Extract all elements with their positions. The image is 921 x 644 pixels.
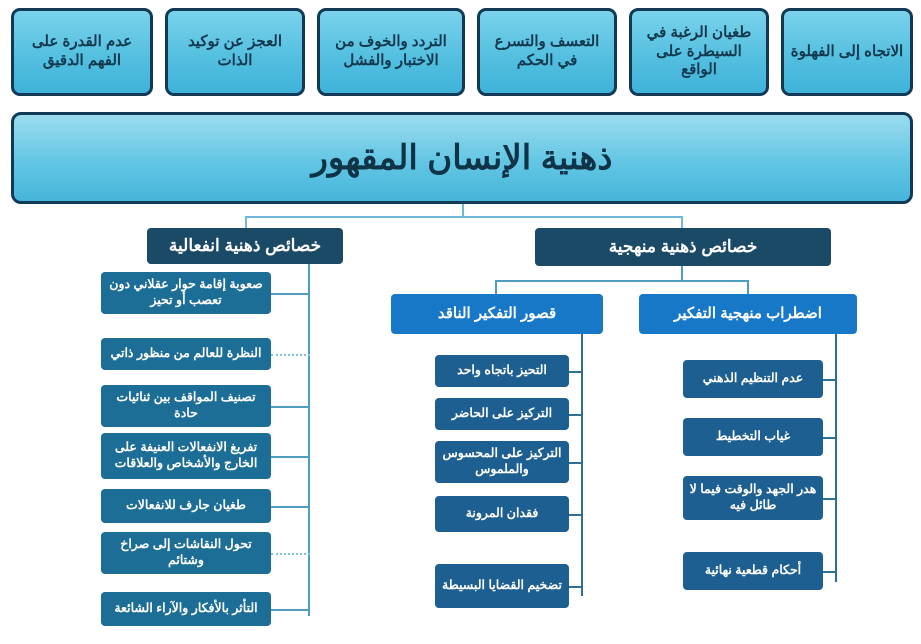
connector-title-bus — [245, 216, 683, 218]
emotional-item-6[interactable]: تحول النقاشات إلى صراخ وشتائم — [101, 532, 271, 574]
connector-emotional-spine — [308, 264, 310, 616]
connector-to-subgroup-method — [747, 280, 749, 294]
emotional-item-7[interactable]: التأثر بالأفكار والآراء الشائعة — [101, 592, 271, 626]
connector-emotional-4 — [271, 456, 310, 458]
critical-item-1[interactable]: التحيز باتجاه واحد — [435, 355, 569, 387]
emotional-item-4[interactable]: تفريغ الانفعالات العنيفة على الخارج والأشخاص والعلاقات — [101, 433, 271, 479]
method-item-1[interactable]: عدم التنظيم الذهني — [683, 360, 823, 398]
connector-critical-4 — [569, 514, 583, 516]
method-item-3[interactable]: هدر الجهد والوقت فيما لا طائل فيه — [683, 476, 823, 520]
branch-header-methodical[interactable]: خصائص ذهنية منهجية — [535, 228, 831, 266]
connector-critical-2 — [569, 414, 583, 416]
connector-critical-3 — [569, 462, 583, 464]
subgroup-header-critical-thinking[interactable]: قصور التفكير الناقد — [391, 294, 603, 334]
diagram-title[interactable]: ذهنية الإنسان المقهور — [11, 112, 913, 204]
critical-item-5[interactable]: تضخيم القضايا البسيطة — [435, 564, 569, 608]
connector-emotional-5 — [271, 506, 310, 508]
connector-critical-spine — [581, 334, 583, 596]
connector-critical-5 — [569, 586, 583, 588]
connector-emotional-3 — [271, 406, 310, 408]
top-node-2[interactable]: طغيان الرغبة في السيطرة على الواقع — [629, 8, 769, 96]
emotional-item-3[interactable]: تصنيف المواقف بين ثنائيات حادة — [101, 385, 271, 427]
method-item-4[interactable]: أحكام قطعية نهائية — [683, 552, 823, 590]
branch-header-emotional[interactable]: خصائص ذهنية انفعالية — [147, 228, 343, 264]
connector-method-3 — [823, 498, 837, 500]
top-node-4[interactable]: التردد والخوف من الاختبار والفشل — [317, 8, 465, 96]
top-node-5[interactable]: العجز عن توكيد الذات — [165, 8, 305, 96]
critical-item-3[interactable]: التركيز على المحسوس والملموس — [435, 441, 569, 483]
critical-item-4[interactable]: فقدان المرونة — [435, 496, 569, 532]
connector-method-1 — [823, 379, 837, 381]
connector-methodical-stem — [681, 266, 683, 280]
top-node-3[interactable]: التعسف والتسرع في الحكم — [477, 8, 617, 96]
connector-critical-1 — [569, 371, 583, 373]
top-node-6[interactable]: عدم القدرة على الفهم الدقيق — [11, 8, 153, 96]
connector-to-subgroup-critical — [495, 280, 497, 294]
subgroup-header-method-disorder[interactable]: اضطراب منهجية التفكير — [639, 294, 857, 334]
connector-emotional-7 — [271, 609, 310, 611]
connector-methodical-bus — [497, 280, 749, 282]
top-node-1[interactable]: الاتجاه إلى الفهلوة — [781, 8, 913, 96]
connector-emotional-2 — [271, 354, 310, 356]
emotional-item-1[interactable]: صعوبة إقامة حوار عقلاني دون تعصب أو تحيز — [101, 272, 271, 314]
connector-title-stem — [462, 204, 464, 218]
critical-item-2[interactable]: التركيز على الحاضر — [435, 398, 569, 430]
connector-emotional-6 — [271, 553, 310, 555]
connector-method-4 — [823, 571, 837, 573]
emotional-item-5[interactable]: طغيان جارف للانفعالات — [101, 489, 271, 523]
method-item-2[interactable]: غياب التخطيط — [683, 418, 823, 456]
connector-method-2 — [823, 437, 837, 439]
emotional-item-2[interactable]: النظرة للعالم من منظور ذاتي — [101, 338, 271, 370]
connector-method-spine — [835, 334, 837, 582]
connector-emotional-1 — [271, 293, 310, 295]
